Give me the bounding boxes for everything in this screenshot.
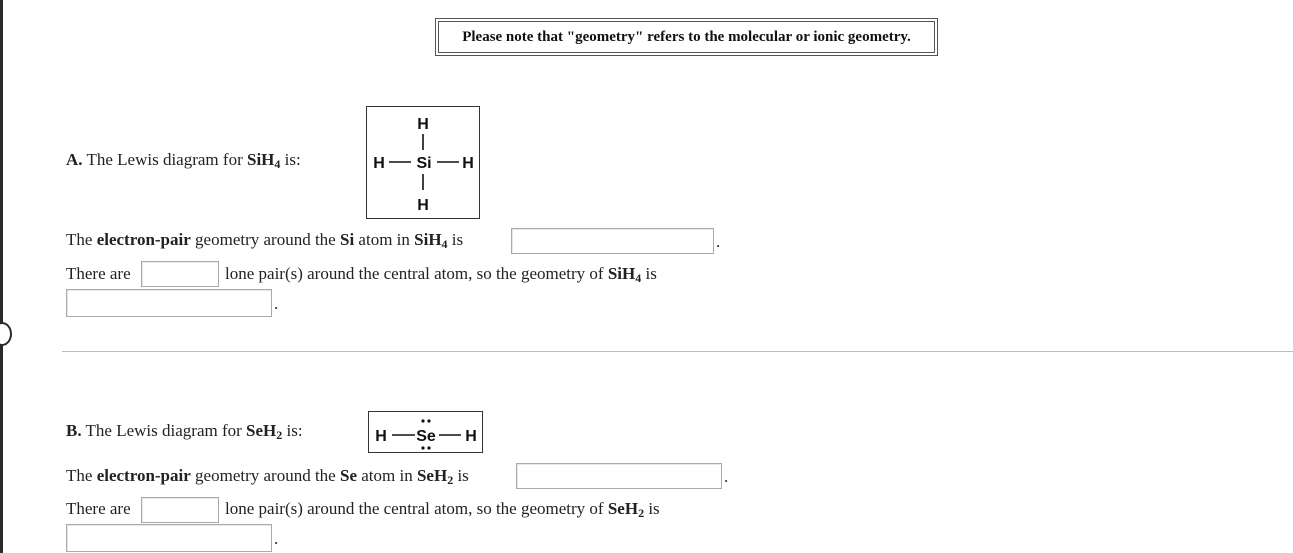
part-a-molecular-geometry-input[interactable] <box>66 289 272 317</box>
part-b-electron-pair-geometry-input[interactable] <box>516 463 722 489</box>
lone-pair-bottom-dot <box>421 446 424 449</box>
lewis-diagram-seh2 <box>368 411 483 453</box>
lewis-a-center-atom: Si <box>416 155 432 172</box>
part-a-suffix: is: <box>284 150 301 169</box>
part-a-electron-pair-geometry-input[interactable] <box>511 228 714 254</box>
note-text: Please note that "geometry" refers to the molecular or ionic geometry. <box>438 21 935 53</box>
part-a-heading <box>66 150 301 172</box>
scroll-handle[interactable] <box>0 322 12 346</box>
part-a-prefix: The Lewis diagram for <box>86 150 243 169</box>
lewis-a-left-atom: H <box>373 155 385 172</box>
lone-pair-top-dot <box>427 419 430 422</box>
part-a-period-1: . <box>716 232 721 251</box>
part-a-lone-pairs-input[interactable] <box>141 261 219 287</box>
part-a-period-2: . <box>274 294 279 313</box>
part-b-lp-sentence: lone pair(s) around the central atom, so the geometry of SeH$_2$ is <box>225 499 660 520</box>
lewis-b-right-atom: H <box>465 428 477 445</box>
part-b-period-2: . <box>274 529 279 548</box>
part-b-label: B. <box>66 421 82 440</box>
part-a-formula: SiH$_4$ <box>246 150 281 171</box>
part-b-molecular-geometry-input[interactable] <box>66 524 272 552</box>
left-window-edge <box>0 0 3 553</box>
lewis-a-right-atom: H <box>462 155 474 172</box>
lewis-b-left-atom: H <box>375 428 387 445</box>
part-a-label: A. <box>66 150 83 169</box>
part-b-lp-label: There are <box>66 499 131 518</box>
part-b-ep-sentence: The electron-pair geometry around the Se atom in SeH$_2$ is <box>66 466 469 487</box>
part-b-suffix: is: <box>286 421 303 440</box>
lone-pair-top-dot <box>421 419 424 422</box>
part-b-heading <box>66 421 303 443</box>
lewis-diagram-sih4 <box>366 106 480 219</box>
lone-pair-bottom-dot <box>427 446 430 449</box>
part-a-ep-sentence: The electron-pair geometry around the Si atom in SiH$_4$ is <box>66 230 464 251</box>
part-b-prefix: The Lewis diagram for <box>85 421 242 440</box>
lewis-a-bottom-atom: H <box>417 197 429 214</box>
part-b-lone-pairs-input[interactable] <box>141 497 219 523</box>
lewis-structure-svg-b <box>369 412 482 452</box>
note-box <box>435 18 938 56</box>
part-a-lp-label: There are <box>66 264 131 283</box>
lewis-a-top-atom: H <box>417 116 429 133</box>
part-b-formula: SeH$_2$ <box>246 421 283 442</box>
part-a-lp-sentence: lone pair(s) around the central atom, so the geometry of SiH$_4$ is <box>225 264 657 285</box>
section-divider <box>62 351 1293 352</box>
part-b-period-1: . <box>724 467 729 486</box>
lewis-b-center-atom: Se <box>416 428 436 445</box>
lewis-structure-svg <box>367 107 479 218</box>
